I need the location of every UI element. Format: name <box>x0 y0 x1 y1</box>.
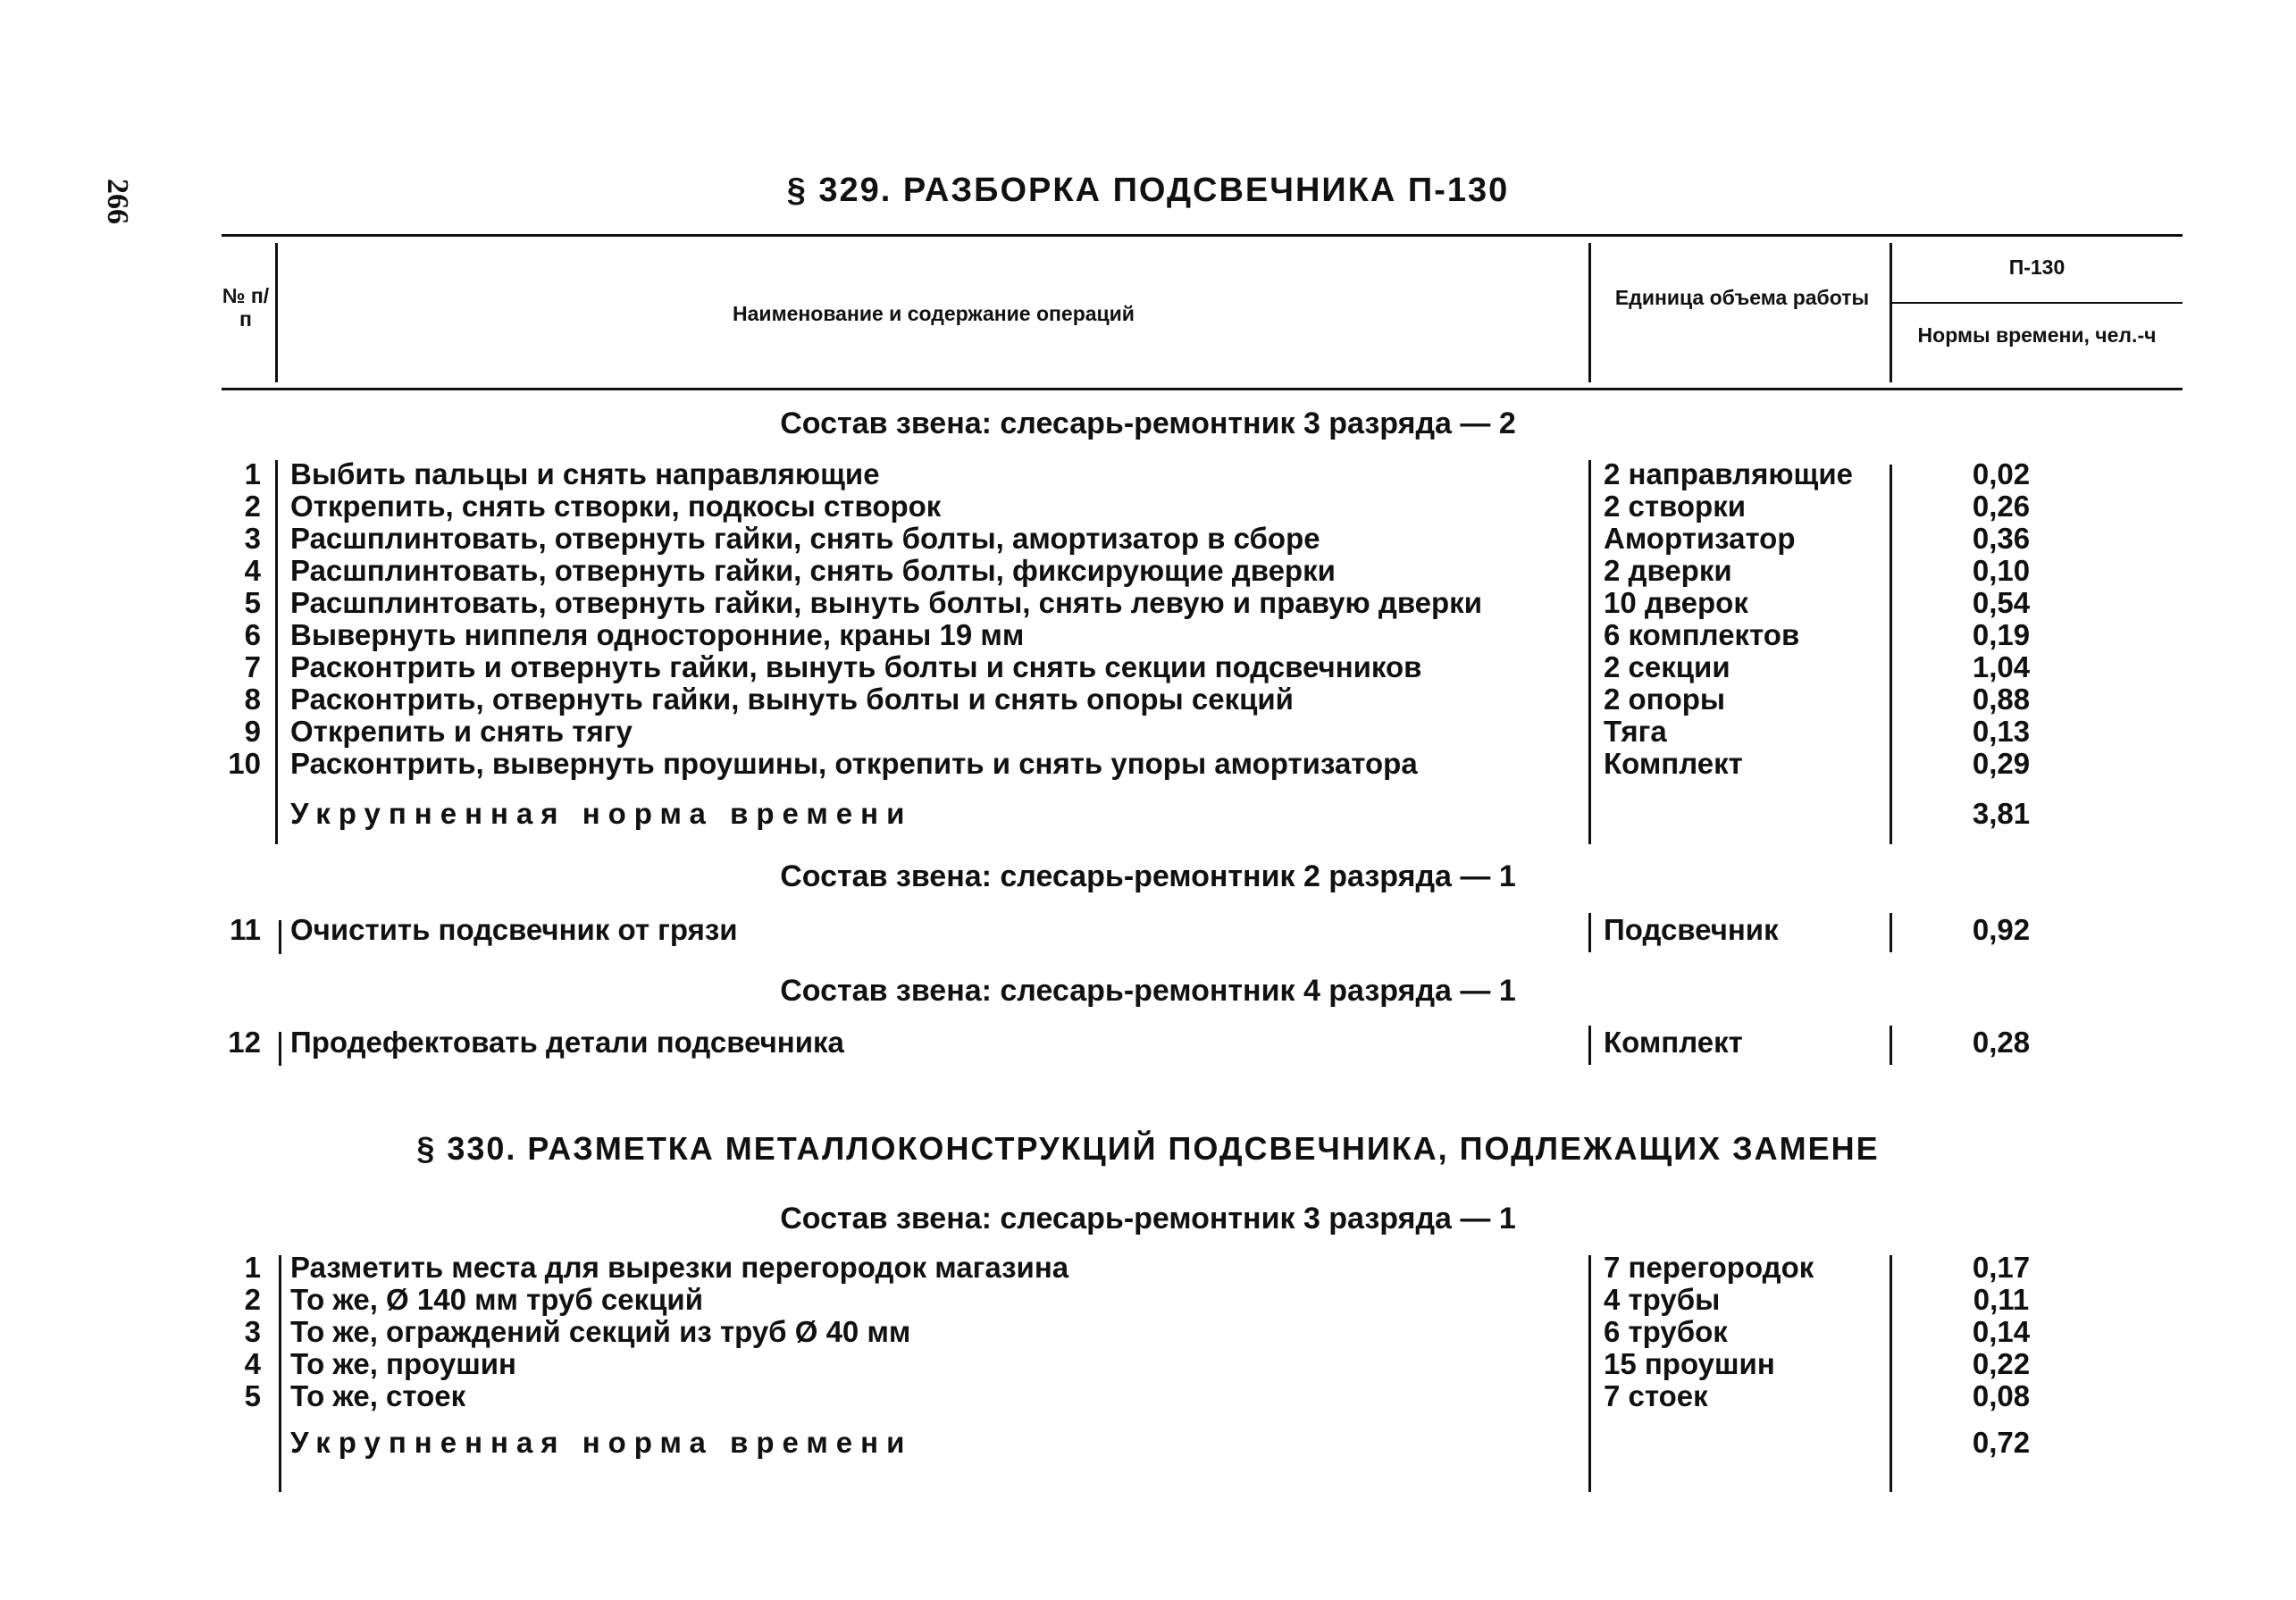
row-value: 0,22 <box>1972 1347 2031 1380</box>
section-330-title: § 330. РАЗМЕТКА МЕТАЛЛОКОНСТРУКЦИЙ ПОДСВЕЧНИКА, ПОДЛЕЖАЩИХ ЗАМЕНЕ <box>416 1130 1880 1167</box>
row-operation: Расшплинтовать, отвернуть гайки, снять болты, амортизатор в сборе <box>290 522 1320 555</box>
row-unit: 2 опоры <box>1604 683 1726 716</box>
table-row <box>214 1026 2091 1058</box>
header-name: Наименование и содержание операций <box>733 302 1135 325</box>
row-value: 0,10 <box>1972 554 2031 587</box>
section-329-title: § 329. РАЗБОРКА ПОДСВЕЧНИКА П-130 <box>786 172 1510 209</box>
total-value: 3,81 <box>1972 797 2031 830</box>
row-operation: Разметить места для вырезки перегородок магазина <box>290 1251 1069 1284</box>
table-row <box>214 457 2091 490</box>
row-unit: 6 комплектов <box>1604 618 1800 651</box>
row-value: 0,88 <box>1972 683 2031 716</box>
row-unit: 6 трубок <box>1604 1315 1728 1348</box>
table-row <box>214 913 2091 945</box>
header-unit: Единица объема работы <box>1614 286 1870 309</box>
row-value: 0,13 <box>1972 715 2031 748</box>
table-top-rule <box>222 234 2183 237</box>
row-unit: Амортизатор <box>1604 522 1796 555</box>
row-number: 2 <box>244 1283 261 1316</box>
row-number: 11 <box>230 913 261 946</box>
row-unit: 2 секции <box>1604 650 1730 683</box>
row-number: 5 <box>244 586 261 619</box>
header-divider-3 <box>1890 243 1892 382</box>
row-number: 3 <box>244 1315 261 1348</box>
row-unit: 4 трубы <box>1604 1283 1721 1316</box>
table-row <box>214 1347 2091 1379</box>
row-operation: Расшплинтовать, отвернуть гайки, снять болты, фиксирующие дверки <box>290 554 1336 587</box>
row-unit: 15 проушин <box>1604 1347 1775 1380</box>
crew-group-2: Состав звена: слесарь-ремонтник 2 разряда — 1 <box>780 859 1516 893</box>
row-operation: Расконтрить, отвернуть гайки, вынуть болты и снять опоры секций <box>290 683 1294 716</box>
header-num: № п/п <box>222 284 270 331</box>
row-unit: Тяга <box>1604 715 1667 748</box>
table-row <box>214 586 2091 618</box>
table-row <box>214 490 2091 522</box>
row-unit: Комплект <box>1604 1026 1743 1059</box>
header-norm: Нормы времени, чел.-ч <box>1917 323 2157 347</box>
row-number: 9 <box>244 715 261 748</box>
crew-section-330: Состав звена: слесарь-ремонтник 3 разряда — 1 <box>780 1202 1516 1236</box>
row-value: 0,29 <box>1972 747 2031 780</box>
row-operation: Вывернуть ниппеля односторонние, краны 19 мм <box>290 618 1025 651</box>
row-value: 0,92 <box>1972 913 2031 946</box>
row-value: 1,04 <box>1972 650 2031 683</box>
row-value: 0,17 <box>1972 1251 2031 1284</box>
row-number: 3 <box>244 522 261 555</box>
header-divider-1 <box>275 243 278 382</box>
total-value: 0,72 <box>1972 1426 2031 1459</box>
row-number: 10 <box>228 747 261 780</box>
row-value: 0,11 <box>1973 1283 2030 1316</box>
header-divider-2 <box>1588 243 1591 382</box>
row-operation: Продефектовать детали подсвечника <box>290 1026 844 1059</box>
row-value: 0,36 <box>1972 522 2031 555</box>
table-row <box>214 683 2091 715</box>
table-row <box>214 1315 2091 1347</box>
row-value: 0,28 <box>1972 1026 2031 1059</box>
table-row <box>214 554 2091 586</box>
table-row <box>214 715 2091 747</box>
row-number: 1 <box>244 1251 261 1284</box>
header-sub-rule <box>1892 302 2183 304</box>
row-value: 0,14 <box>1972 1315 2031 1348</box>
row-number: 5 <box>244 1379 261 1412</box>
row-unit: 2 направляющие <box>1604 457 1853 490</box>
row-operation: Выбить пальцы и снять направляющие <box>290 457 880 490</box>
table-row <box>214 1379 2091 1412</box>
table-row <box>214 650 2091 683</box>
table-row <box>214 1283 2091 1315</box>
total-row <box>214 1426 2091 1458</box>
header-bottom-rule <box>222 388 2183 390</box>
table-row <box>214 1251 2091 1283</box>
row-operation: Расконтрить, вывернуть проушины, открепить и снять упоры амортизатора <box>290 747 1418 780</box>
row-number: 1 <box>244 457 261 490</box>
row-number: 4 <box>244 1347 261 1380</box>
row-value: 0,02 <box>1972 457 2031 490</box>
row-operation: Открепить, снять створки, подкосы створок <box>290 490 942 523</box>
row-value: 0,19 <box>1972 618 2031 651</box>
table-row <box>214 618 2091 650</box>
row-unit: 7 перегородок <box>1604 1251 1814 1284</box>
row-number: 7 <box>244 650 261 683</box>
row-value: 0,08 <box>1972 1379 2031 1412</box>
row-unit: Комплект <box>1604 747 1743 780</box>
crew-group-3: Состав звена: слесарь-ремонтник 4 разряда — 1 <box>780 974 1516 1008</box>
total-label: Укрупненная норма времени <box>290 797 913 830</box>
row-value: 0,26 <box>1972 490 2031 523</box>
row-unit: 2 створки <box>1604 490 1747 523</box>
row-number: 8 <box>244 683 261 716</box>
row-unit: 7 стоек <box>1604 1379 1708 1412</box>
row-unit: 2 дверки <box>1604 554 1732 587</box>
table-row <box>214 747 2091 779</box>
row-number: 2 <box>244 490 261 523</box>
total-row <box>214 797 2091 829</box>
row-operation: То же, проушин <box>290 1347 516 1380</box>
row-operation: То же, стоек <box>290 1379 466 1412</box>
row-number: 4 <box>244 554 261 587</box>
header-model: П-130 <box>2008 255 2066 279</box>
row-unit: Подсвечник <box>1604 913 1779 946</box>
row-operation: Расконтрить и отвернуть гайки, вынуть болты и снять секции подсвечников <box>290 650 1422 683</box>
row-number: 12 <box>228 1026 261 1059</box>
table-row <box>214 522 2091 554</box>
row-unit: 10 дверок <box>1604 586 1748 619</box>
row-operation: То же, Ø 140 мм труб секций <box>290 1283 703 1316</box>
row-operation: Расшплинтовать, отвернуть гайки, вынуть болты, снять левую и правую дверки <box>290 586 1482 619</box>
row-operation: Очистить подсвечник от грязи <box>290 913 738 946</box>
crew-group-1: Состав звена: слесарь-ремонтник 3 разряда — 2 <box>780 406 1516 440</box>
row-number: 6 <box>244 618 261 651</box>
page-number: 266 <box>101 179 134 224</box>
row-operation: Открепить и снять тягу <box>290 715 633 748</box>
total-label: Укрупненная норма времени <box>290 1426 913 1459</box>
row-value: 0,54 <box>1972 586 2031 619</box>
row-operation: То же, ограждений секций из труб Ø 40 мм <box>290 1315 911 1348</box>
